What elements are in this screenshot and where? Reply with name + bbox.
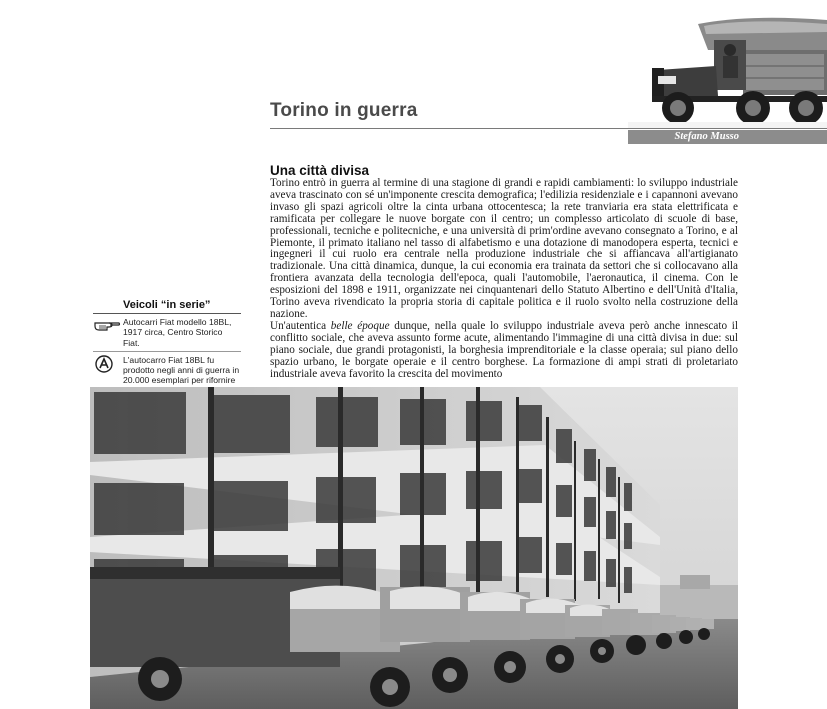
truck-header-photo [628, 10, 827, 128]
factory-trucks-photo [90, 387, 738, 709]
caption-note-text: L'autocarro Fiat 18BL fu prodotto negli anni di guerra in 20.000 esemplari per rifornire [123, 354, 240, 386]
sidebar-title: Veicoli “in serie” [123, 299, 211, 311]
caption-photo-text: Autocarri Fiat modello 18BL, 1917 circa, Centro Storico Fiat. [123, 317, 232, 348]
paragraph-2-italic: belle époque [330, 319, 390, 332]
pointing-hand-icon [93, 317, 123, 335]
paragraph-2 [270, 321, 738, 381]
paragraph-1: Torino entrò in guerra al termine di una stagione di grandi e rapidi cambiamenti: lo sviluppo industriale aveva trascinato con sé un'imponente crescita demografica; l'edilizia residenziale e i capannoni avevano invaso gli spazi agricoli oltre la cinta urbana ottocentesca; la rete tranviaria era stata elettrificata e ramificata per collegare le nuove borgate con il centro; un complesso articolato di scuole di base, professionali, tecniche e politecniche, e una università di prim'ordine avevano consegnato a Torino, e al Piemonte, il primato italiano nel tasso di alfabetismo e una dotazione di manodopera esperta, tecnici e ingegneri il cui ruolo era centrale nella produzione industriale che si affiancava all'artigianato tradizionale. Una città dinamica, dunque, la cui economia era trainata da settori che si collocavano alla frontiera avanzata della tecnologia dell'epoca, quali l'automobile, l'aeronautica, il cinema. Con le esposizioni del 1898 e 1911, organizzate nei cinquantenari dello Statuto Albertino e dell'Unità d'Italia, Torino aveva rivendicato la propria storia di capitale politica e il ruolo svolto nella costruzione della nazione. [270, 177, 738, 320]
section-heading: Una città divisa [270, 163, 370, 178]
sidebar-divider [93, 351, 241, 352]
author-name: Stefano Musso [674, 131, 739, 142]
info-a-icon [93, 355, 123, 373]
paragraph-2-rest: dunque, nella quale lo sviluppo industriale aveva però anche innescato il conflitto sociale, che aveva assunto forme acute, alimentando l'immagine di una città divisa in due: sul piano sociale, due grandi protagonisti, la borghesia imprenditoriale e la classe operaia; sul piano dello spazio urbano, le borgate operaie e il centro borghese. La formazione di ampi strati di proletariato industriale aveva favorito la crescita del movimento [270, 319, 738, 380]
paragraph-2-start: Un'autentica [270, 319, 331, 332]
caption-photo [93, 317, 241, 348]
sidebar-captions [93, 299, 241, 396]
title-rule [270, 128, 827, 129]
sidebar-rule [93, 313, 241, 314]
article-title: Torino in guerra [270, 100, 418, 121]
article-body [270, 178, 738, 380]
